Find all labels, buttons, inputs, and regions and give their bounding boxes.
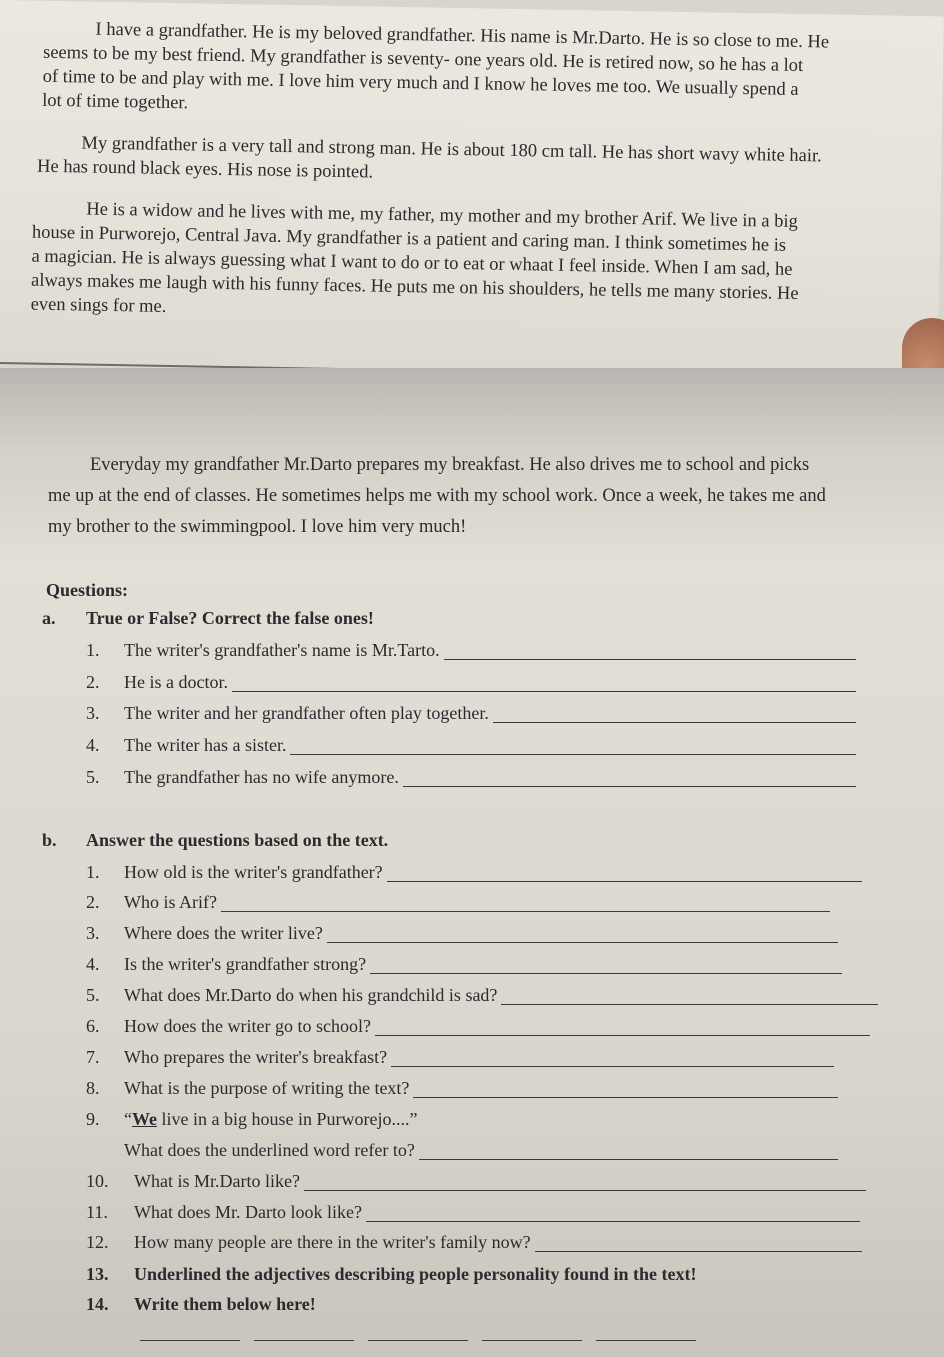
answer-line[interactable]: [366, 1207, 860, 1222]
answer-line[interactable]: [221, 897, 830, 912]
part-a-title: a. True or False? Correct the false ones!: [42, 608, 374, 628]
part-b-item-2: 2. Who is Arif?: [86, 892, 830, 916]
part-b-item-9-sub: What does the underlined word refer to?: [86, 1140, 838, 1164]
questions-heading: Questions:: [46, 580, 129, 600]
part-a-item-3: 3. The writer and her grandfather often play together.: [86, 703, 856, 727]
answer-line[interactable]: [501, 990, 878, 1005]
part-a-item-4: 4. The writer has a sister.: [86, 735, 856, 759]
answer-blank[interactable]: [482, 1330, 582, 1341]
part-b-item-13: 13. Underlined the adjectives describing people personality found in the text!: [86, 1264, 697, 1284]
answer-line[interactable]: [387, 867, 862, 882]
part-b-item-6: 6. How does the writer go to school?: [86, 1016, 870, 1040]
answer-blank[interactable]: [596, 1330, 696, 1341]
answer-line[interactable]: [419, 1145, 838, 1160]
top-page: [0, 0, 944, 380]
passage-paragraph-2: My grandfather is a very tall and strong man. He is about 180 cm tall. He has short wavy white hair. He has round black eyes. His nose is pointed.: [36, 133, 822, 183]
part-b-item-12: 12. How many people are there in the writer's family now?: [86, 1232, 862, 1256]
answer-line[interactable]: [535, 1237, 862, 1252]
adjective-answer-blanks: [140, 1330, 696, 1341]
bottom-page: [0, 368, 944, 1357]
part-b-item-4: 4. Is the writer's grandfather strong?: [86, 954, 842, 978]
part-a-item-1: 1. The writer's grandfather's name is Mr.Tarto.: [86, 640, 856, 664]
part-b-item-8: 8. What is the purpose of writing the text?: [86, 1078, 838, 1102]
answer-line[interactable]: [391, 1052, 834, 1067]
answer-line[interactable]: [413, 1083, 838, 1098]
part-b-item-14: 14. Write them below here!: [86, 1294, 316, 1314]
part-b-title: b. Answer the questions based on the text.: [42, 830, 389, 850]
answer-line[interactable]: [444, 645, 856, 660]
answer-line[interactable]: [304, 1176, 866, 1191]
part-b-item-11: 11. What does Mr. Darto look like?: [86, 1202, 860, 1226]
underlined-word: We: [132, 1109, 157, 1129]
answer-line[interactable]: [327, 928, 838, 943]
part-a-item-5: 5. The grandfather has no wife anymore.: [86, 767, 856, 791]
answer-line[interactable]: [232, 677, 856, 692]
answer-line[interactable]: [375, 1021, 870, 1036]
answer-blank[interactable]: [140, 1330, 240, 1341]
part-b-item-5: 5. What does Mr.Darto do when his grandchild is sad?: [86, 985, 878, 1009]
answer-line[interactable]: [403, 772, 856, 787]
part-b-item-7: 7. Who prepares the writer's breakfast?: [86, 1047, 834, 1071]
part-b-item-10: 10. What is Mr.Darto like?: [86, 1171, 866, 1195]
answer-line[interactable]: [370, 959, 842, 974]
passage-paragraph-1: I have a grandfather. He is my beloved grandfather. His name is Mr.Darto. He is so close to me. He seems to be my best friend. My grandfather is seventy- one years old. He is retired now, so he has a lot of time to be and play with me. I love him very much and I know he loves me too. We usually spend a lot of time together.: [42, 19, 830, 114]
part-b-item-9: 9. “We live in a big house in Purworejo....”: [86, 1109, 418, 1129]
passage-paragraph-4: Everyday my grandfather Mr.Darto prepares my breakfast. He also drives me to school and picks me up at the end of classes. He sometimes helps me with my school work. Once a week, he takes me and my brother to the swimmingpool. I love him very much!: [48, 455, 826, 537]
part-b-item-1: 1. How old is the writer's grandfather?: [86, 862, 862, 886]
answer-line[interactable]: [493, 708, 856, 723]
answer-line[interactable]: [290, 740, 856, 755]
part-a-item-2: 2. He is a doctor.: [86, 672, 856, 696]
answer-blank[interactable]: [254, 1330, 354, 1341]
passage-paragraph-3: He is a widow and he lives with me, my father, my mother and my brother Arif. We live in a big house in Purworejo, Central Java. My grandfather is a patient and caring man. I think sometimes he is a magician. He is always guessing what I want to do or to eat or whaat I feel inside. When I am sad, he always makes me laugh with his funny faces. He puts me on his shoulders, he tells me many stories. He even sings for me.: [30, 199, 799, 317]
answer-blank[interactable]: [368, 1330, 468, 1341]
part-b-item-3: 3. Where does the writer live?: [86, 923, 838, 947]
